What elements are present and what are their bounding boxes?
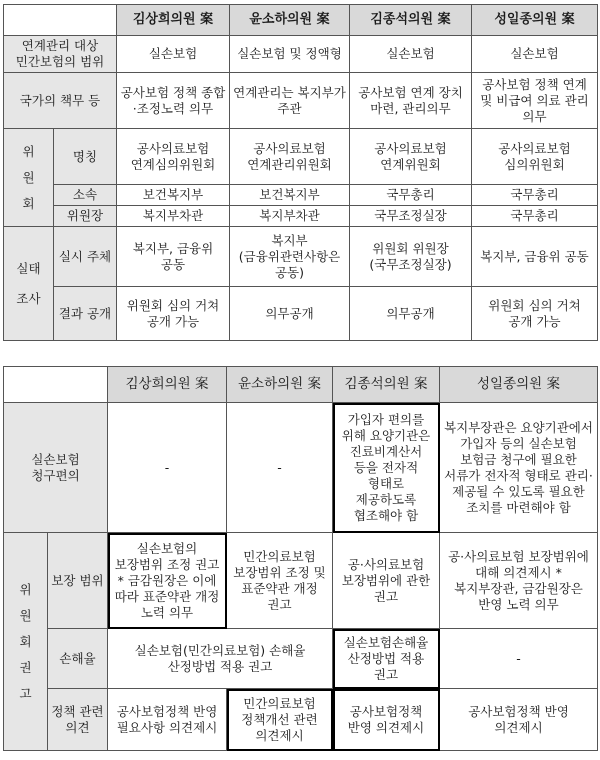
table-cell: 보건복지부 <box>117 185 230 206</box>
vertical-char: 회 <box>19 633 32 649</box>
table-cell: - <box>108 403 227 533</box>
table-cell: 실손보험손해율 산정방법 적용 권고 <box>333 629 440 689</box>
table-cell: 연계관리는 복지부가 주관 <box>230 73 350 129</box>
table-cell: 국무총리 <box>350 185 472 206</box>
table-cell: 실손보험의 보장범위 조정 권고 * 금감원장은 이에 따라 표준약관 개정 노력 의무 <box>108 533 227 629</box>
table-row <box>4 287 598 341</box>
table-cell: 복지부장관은 요양기관에서 가입자 등의 실손보험 보험금 청구에 필요한 서류가 전자적 형태로 관리·제공될 수 있도록 필요한 조치를 마련해야 함 <box>440 403 598 533</box>
row-label-scope: 연계관리 대상 민간보험의 범위 <box>4 36 117 73</box>
table-cell: 위원회 위원장 (국무조정실장) <box>350 227 472 287</box>
row-label-policy: 정책 관련 의견 <box>48 689 108 751</box>
vertical-char: 원 <box>22 169 35 185</box>
table-cell: 실손보험 <box>472 36 598 73</box>
table-cell: 복지부, 금융위 공동 <box>117 227 230 287</box>
table-row <box>4 129 598 185</box>
row-label-affiliation: 소속 <box>54 185 117 206</box>
table-cell: 의무공개 <box>350 287 472 341</box>
table-row <box>4 403 598 533</box>
table-header-row <box>4 5 598 36</box>
row-label-name: 명칭 <box>54 129 117 185</box>
table-cell: - <box>227 403 333 533</box>
table-cell: 가입자 편의를 위해 요양기관은 진료비계산서 등을 전자적 형태로 제공하도록 협조해야 함 <box>333 403 440 533</box>
table-row <box>4 689 598 751</box>
row-label-loss: 손해율 <box>48 629 108 689</box>
vertical-char: 위 <box>22 143 35 159</box>
table-cell: 실손보험 및 정액형 <box>230 36 350 73</box>
row-label-duty: 국가의 책무 등 <box>4 73 117 129</box>
table-cell: 공사의료보험 연계심의위원회 <box>117 129 230 185</box>
header-kim-jongseok: 김종석의원 案 <box>333 367 440 403</box>
row-label-claim: 실손보험 청구편의 <box>4 403 108 533</box>
table-cell: 위원회 심의 거쳐 공개 가능 <box>117 287 230 341</box>
group-label-recommendation <box>4 533 48 751</box>
table-cell: 위원회 심의 거쳐 공개 가능 <box>472 287 598 341</box>
vertical-char: 위 <box>19 581 32 597</box>
table-cell: 복지부차관 <box>230 206 350 227</box>
table-header-row <box>4 367 598 403</box>
vertical-char: 권 <box>19 659 32 675</box>
row-label-subject: 실시 주체 <box>54 227 117 287</box>
table-cell: 복지부 (금융위관련사항은 공동) <box>230 227 350 287</box>
table-cell: 민간의료보험 정책개선 관련 의견제시 <box>227 689 333 751</box>
vertical-char: 회 <box>22 195 35 211</box>
table-cell: 공·사의료보험 보장범위에 관한 권고 <box>333 533 440 629</box>
table-cell: 공사보험 연계 장치 마련, 관리의무 <box>350 73 472 129</box>
table-cell: 공사보험 정책 종합·조정노력 의무 <box>117 73 230 129</box>
vertical-char: 원 <box>19 607 32 623</box>
table-cell: 민간의료보험 보장범위 조정 및 표준약관 개정 권고 <box>227 533 333 629</box>
table-cell: 실손보험 <box>350 36 472 73</box>
bill-comparison-table-1 <box>3 4 598 341</box>
table-row <box>4 36 598 73</box>
header-kim-jongseok: 김종석의원 案 <box>350 5 472 36</box>
table-row <box>4 629 598 689</box>
header-sung-iljong: 성일종의원 案 <box>440 367 598 403</box>
row-label-coverage: 보장 범위 <box>48 533 108 629</box>
group-label-survey <box>4 227 54 341</box>
table-row <box>4 206 598 227</box>
table-cell: 복지부, 금융위 공동 <box>472 227 598 287</box>
group-label-line: 실태 <box>16 260 41 276</box>
table-cell: - <box>440 629 598 689</box>
table-cell: 실손보험 <box>117 36 230 73</box>
header-sung-iljong: 성일종의원 案 <box>472 5 598 36</box>
table-cell: 국무총리 <box>472 185 598 206</box>
table-cell: 공·사의료보험 보장범위에 대해 의견제시 * 복지부장관, 금감원장은 반영 노력 의무 <box>440 533 598 629</box>
bill-comparison-table-2 <box>3 366 598 751</box>
table-cell: 공사의료보험 심의위원회 <box>472 129 598 185</box>
header-corner-cell <box>4 367 108 403</box>
header-yoon-soha: 윤소하의원 案 <box>230 5 350 36</box>
table-row <box>4 73 598 129</box>
table-cell: 공사의료보험 연계관리위원회 <box>230 129 350 185</box>
table-cell: 공사보험정책 반영 필요사항 의견제시 <box>108 689 227 751</box>
table-cell: 의무공개 <box>230 287 350 341</box>
table-cell: 국무조정실장 <box>350 206 472 227</box>
table-cell: 공사보험 정책 연계 및 비급여 의료 관리 의무 <box>472 73 598 129</box>
table-cell: 복지부차관 <box>117 206 230 227</box>
table-cell: 국무총리 <box>472 206 598 227</box>
table-row <box>4 533 598 629</box>
group-label-committee <box>4 129 54 227</box>
group-label-line: 조사 <box>16 290 41 306</box>
table-cell: 보건복지부 <box>230 185 350 206</box>
table-cell: 공사보험정책 반영 의견제시 <box>333 689 440 751</box>
header-corner-cell <box>4 5 117 36</box>
vertical-char: 고 <box>19 685 32 701</box>
header-yoon-soha: 윤소하의원 案 <box>227 367 333 403</box>
header-kim-sanghee: 김상희의원 案 <box>108 367 227 403</box>
table-cell-merged: 실손보험(민간의료보험) 손해율 산정방법 적용 권고 <box>108 629 333 689</box>
table-row <box>4 185 598 206</box>
row-label-chair: 위원장 <box>54 206 117 227</box>
row-label-result: 결과 공개 <box>54 287 117 341</box>
table-row <box>4 227 598 287</box>
table-cell: 공사의료보험 연계위원회 <box>350 129 472 185</box>
header-kim-sanghee: 김상희의원 案 <box>117 5 230 36</box>
table-cell: 공사보험정책 반영 의견제시 <box>440 689 598 751</box>
